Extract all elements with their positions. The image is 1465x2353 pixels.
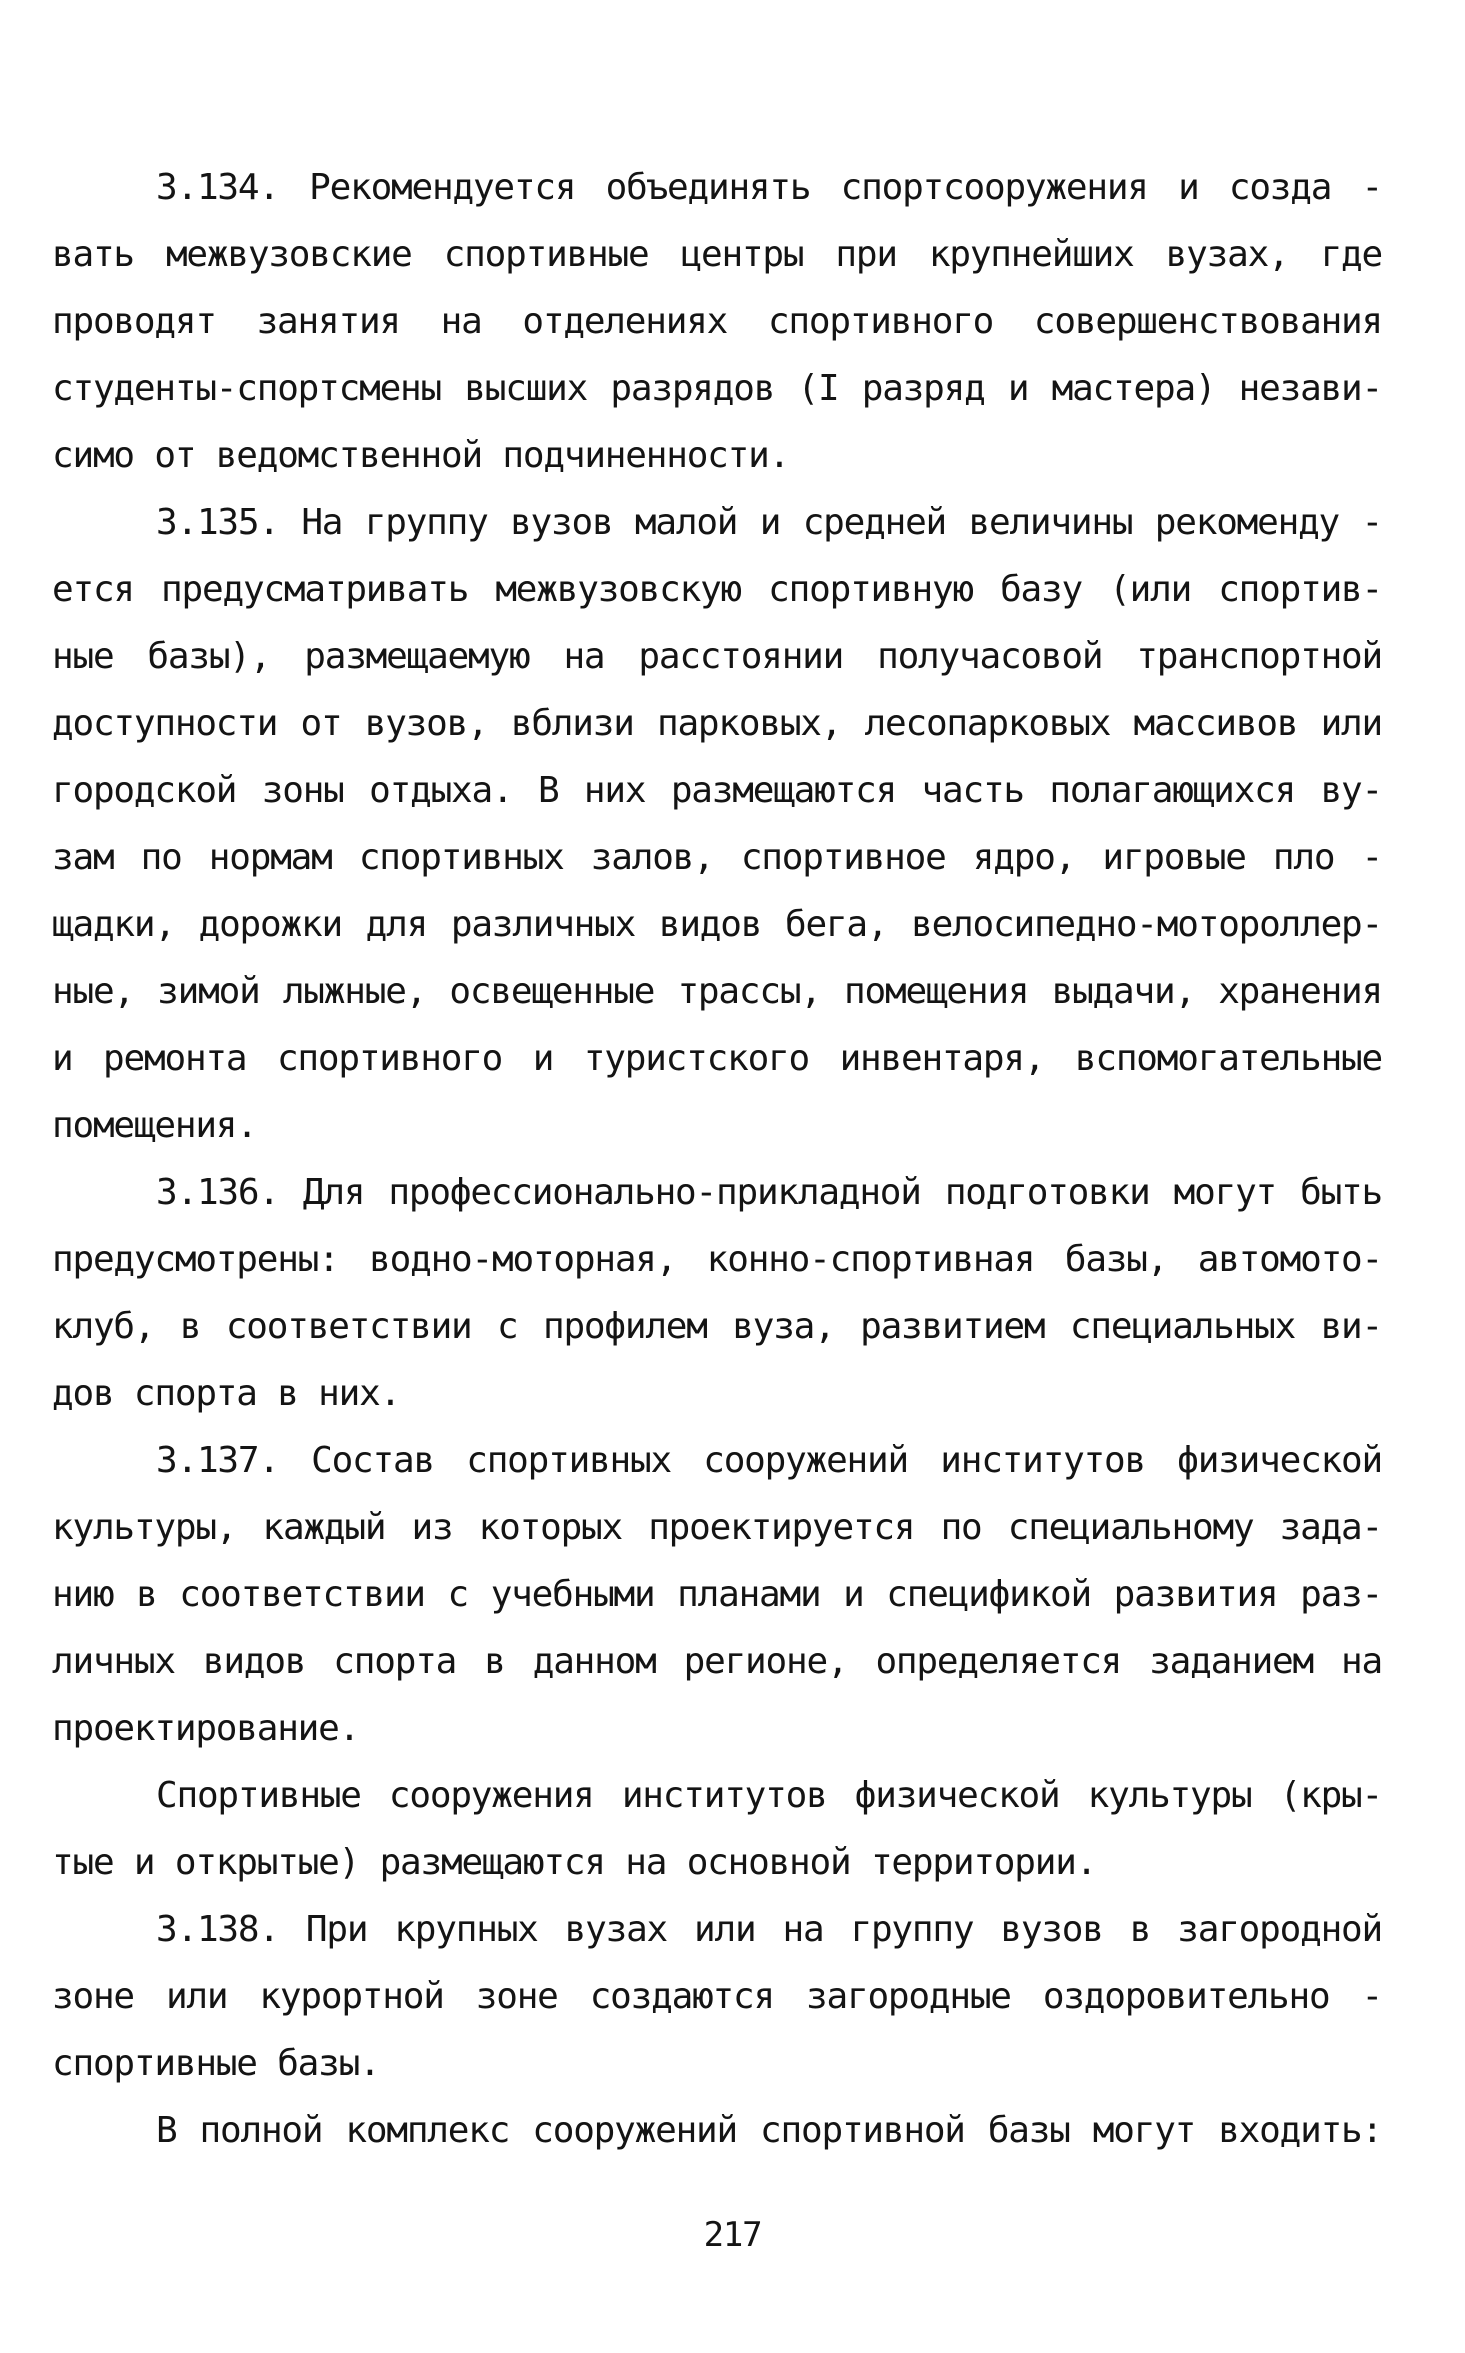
text-line: и ремонта спортивного и туристского инвентаря, вспомогательные bbox=[52, 1038, 1382, 1079]
text-line: ные базы), размещаемую на расстоянии получасовой транспортной bbox=[52, 636, 1382, 677]
text-line: студенты-спортсмены высших разрядов (I разряд и мастера) незави- bbox=[52, 368, 1382, 409]
text-line: щадки, дорожки для различных видов бега, велосипедно-мотороллер- bbox=[52, 904, 1382, 945]
text-line: нию в соответствии с учебными планами и спецификой развития раз- bbox=[52, 1574, 1382, 1615]
text-line: предусмотрены: водно-моторная, конно-спортивная базы, автомото- bbox=[52, 1239, 1382, 1280]
text-line: 3.135. На группу вузов малой и средней величины рекоменду - bbox=[156, 502, 1382, 543]
text-line: доступности от вузов, вблизи парковых, лесопарковых массивов или bbox=[52, 703, 1382, 744]
text-line: симо от ведомственной подчиненности. bbox=[52, 435, 790, 476]
text-line: 3.138. При крупных вузах или на группу вузов в загородной bbox=[156, 1909, 1382, 1950]
text-line: тые и открытые) размещаются на основной территории. bbox=[52, 1842, 1097, 1883]
text-line: спортивные базы. bbox=[52, 2043, 380, 2084]
text-line: ется предусматривать межвузовскую спортивную базу (или спортив- bbox=[52, 569, 1382, 610]
text-line: зоне или курортной зоне создаются загородные оздоровительно - bbox=[52, 1976, 1382, 2017]
text-line: 3.134. Рекомендуется объединять спортсооружения и созда - bbox=[156, 167, 1382, 208]
text-line: Спортивные сооружения институтов физической культуры (кры- bbox=[156, 1775, 1382, 1816]
paragraph-3-134 bbox=[52, 154, 1382, 489]
text-line: проводят занятия на отделениях спортивного совершенствования bbox=[52, 301, 1382, 342]
paragraph-3-135 bbox=[52, 489, 1382, 1159]
text-line: культуры, каждый из которых проектируется по специальному зада- bbox=[52, 1507, 1382, 1548]
text-line: проектирование. bbox=[52, 1708, 360, 1749]
text-line: личных видов спорта в данном регионе, определяется заданием на bbox=[52, 1641, 1382, 1682]
text-line: помещения. bbox=[52, 1105, 257, 1146]
paragraph-3-138 bbox=[52, 1896, 1382, 2097]
paragraph-3-137 bbox=[52, 1427, 1382, 1762]
text-line: дов спорта в них. bbox=[52, 1373, 401, 1414]
page-number: 217 bbox=[703, 2215, 762, 2255]
text-line: клуб, в соответствии с профилем вуза, развитием специальных ви- bbox=[52, 1306, 1382, 1347]
text-line: 3.137. Состав спортивных сооружений институтов физической bbox=[156, 1440, 1382, 1481]
text-line: вать межвузовские спортивные центры при крупнейших вузах, где bbox=[52, 234, 1382, 275]
paragraph-complex bbox=[52, 2097, 1382, 2164]
text-line: зам по нормам спортивных залов, спортивное ядро, игровые пло - bbox=[52, 837, 1382, 878]
text-line: В полной комплекс сооружений спортивной базы могут входить: bbox=[156, 2110, 1382, 2151]
text-line: городской зоны отдыха. В них размещаются часть полагающихся ву- bbox=[52, 770, 1382, 811]
paragraph-3-136 bbox=[52, 1159, 1382, 1427]
paragraph-institutes bbox=[52, 1762, 1382, 1896]
text-line: 3.136. Для профессионально-прикладной подготовки могут быть bbox=[156, 1172, 1382, 1213]
text-line: ные, зимой лыжные, освещенные трассы, помещения выдачи, хранения bbox=[52, 971, 1382, 1012]
